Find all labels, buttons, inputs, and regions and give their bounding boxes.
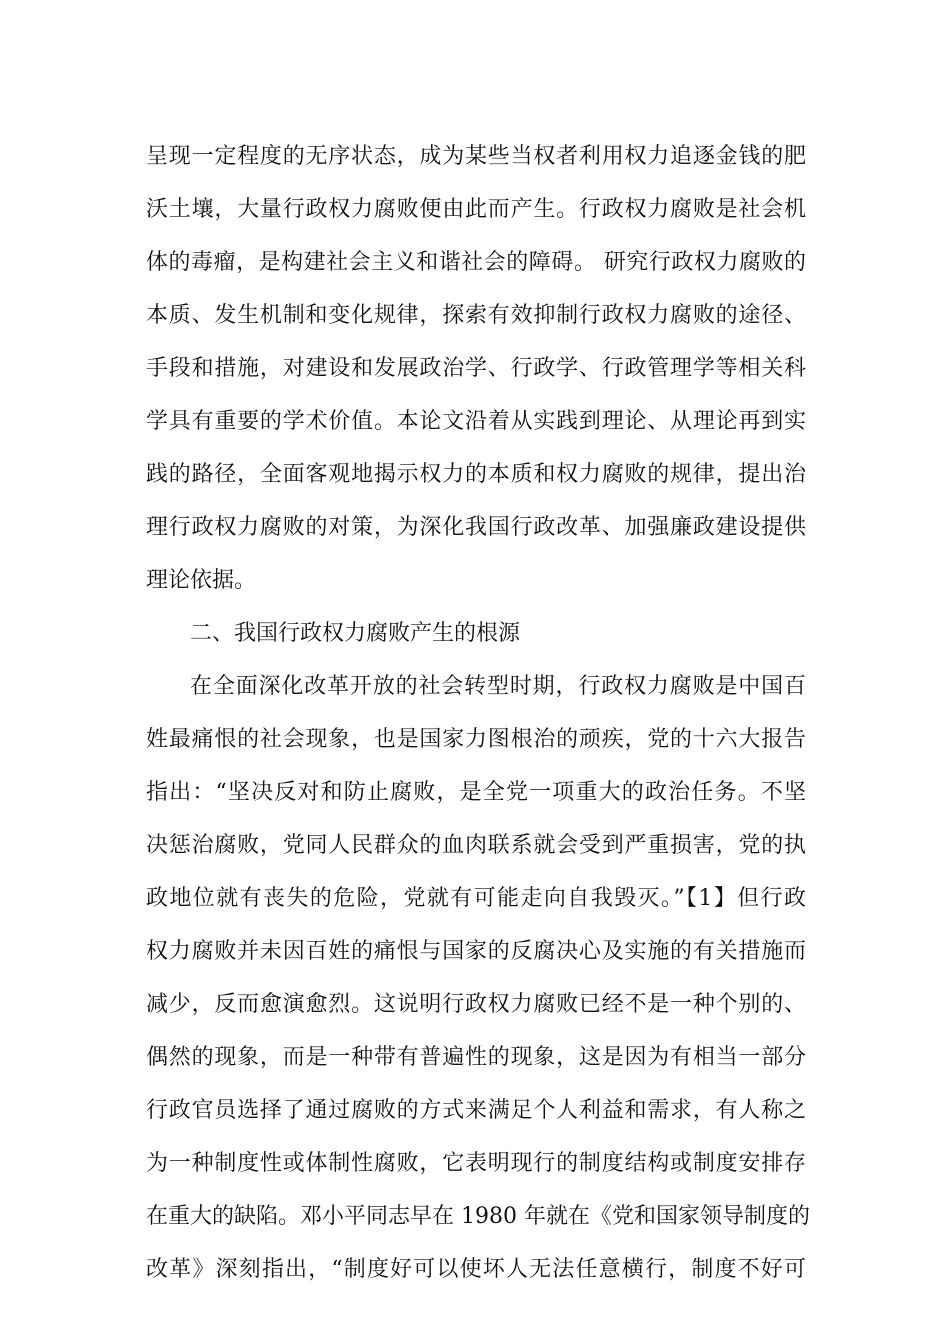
text-line: 偶然的现象，而是一种带有普遍性的现象，这是因为有相当一部分 (146, 1045, 806, 1070)
text-line: 在全面深化改革开放的社会转型时期，行政权力腐败是中国百 (190, 674, 806, 699)
text-line: 改革》深刻指出，“制度好可以使坏人无法任意横行，制度不好可 (146, 1257, 806, 1282)
text-line: 减少，反而愈演愈烈。这说明行政权力腐败已经不是一种个别的、 (146, 992, 806, 1017)
text-line: 姓最痛恨的社会现象，也是国家力图根治的顽疾，党的十六大报告 (146, 727, 806, 752)
text-line: 行政官员选择了通过腐败的方式来满足个人利益和需求，有人称之 (146, 1098, 806, 1123)
text-line: 理论依据。 (146, 568, 257, 593)
text-line: 沃土壤，大量行政权力腐败便由此而产生。行政权力腐败是社会机 (146, 197, 806, 222)
text-line: 理行政权力腐败的对策，为深化我国行政改革、加强廉政建设提供 (146, 515, 806, 540)
text-line: 本质、发生机制和变化规律，探索有效抑制行政权力腐败的途径、 (146, 303, 806, 328)
text-line: 体的毒瘤，是构建社会主义和谐社会的障碍。 研究行政权力腐败的 (146, 250, 806, 275)
text-line: 指出：“坚决反对和防止腐败，是全党一项重大的政治任务。不坚 (146, 780, 806, 805)
text-line: 决惩治腐败，党同人民群众的血肉联系就会受到严重损害，党的执 (146, 833, 806, 858)
text-line: 践的路径，全面客观地揭示权力的本质和权力腐败的规律，提出治 (146, 462, 806, 487)
text-line: 权力腐败并未因百姓的痛恨与国家的反腐决心及实施的有关措施而 (146, 939, 806, 964)
text-line: 学具有重要的学术价值。本论文沿着从实践到理论、从理论再到实 (146, 409, 806, 434)
text-line: 手段和措施，对建设和发展政治学、行政学、行政管理学等相关科 (146, 356, 806, 381)
text-line: 政地位就有丧失的危险，党就有可能走向自我毁灭。”【1】但行政 (146, 886, 806, 911)
text-line: 呈现一定程度的无序状态，成为某些当权者利用权力追逐金钱的肥 (146, 144, 806, 169)
text-line: 在重大的缺陷。邓小平同志早在 1980 年就在《党和国家领导制度的 (146, 1204, 810, 1229)
document-body (146, 130, 810, 1296)
text-line: 为一种制度性或体制性腐败，它表明现行的制度结构或制度安排存 (146, 1151, 806, 1176)
section-heading: 二、我国行政权力腐败产生的根源 (190, 621, 521, 646)
